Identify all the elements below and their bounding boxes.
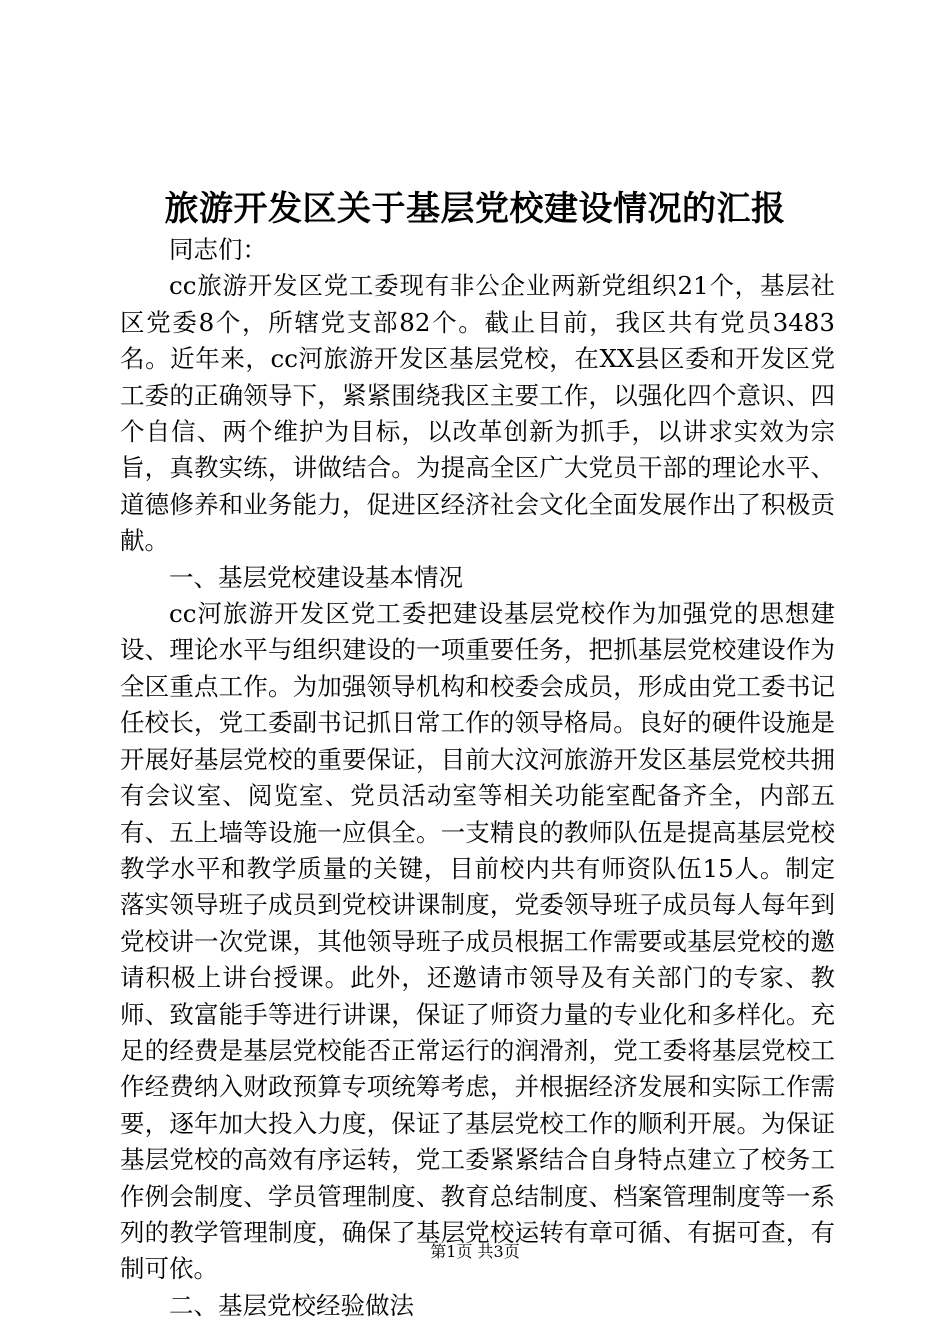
page-number-footer: 第1页 共3页 xyxy=(430,1242,520,1261)
section-heading-1: 一、基层党校建设基本情况 xyxy=(169,562,463,592)
section-heading-2: 二、基层党校经验做法 xyxy=(169,1290,414,1320)
intro-paragraph: cc旅游开发区党工委现有非公企业两新党组织21个，基层社区党委8个，所辖党支部82个。截止目前，我区共有党员3483名。近年来，cc河旅游开发区基层党校，在XX县区委和开发区党工委的正确领导下，紧紧围绕我区主要工作，以强化四个意识、四个自信、两个维护为目标，以改革创新为抓手，以讲求实效为宗旨，真教实练，讲做结合。为提高全区广大党员干部的理论水平、道德修养和业务能力，促进区经济社会文化全面发展作出了积极贡献。 xyxy=(120,271,835,556)
document-title: 旅游开发区关于基层党校建设情况的汇报 xyxy=(164,189,786,229)
document-body xyxy=(120,232,835,1324)
section-1-paragraph: cc河旅游开发区党工委把建设基层党校作为加强党的思想建设、理论水平与组织建设的一项重要任务，把抓基层党校建设作为全区重点工作。为加强领导机构和校委会成员，形成由党工委书记任校长，党工委副书记抓日常工作的领导格局。良好的硬件设施是开展好基层党校的重要保证，目前大汶河旅游开发区基层党校共拥有会议室、阅览室、党员活动室等相关功能室配备齐全，内部五有、五上墙等设施一应俱全。一支精良的教师队伍是提高基层党校教学水平和教学质量的关键，目前校内共有师资队伍15人。制定落实领导班子成员到党校讲课制度，党委领导班子成员每人每年到党校讲一次党课，其他领导班子成员根据工作需要或基层党校的邀请积极上讲台授课。此外，还邀请市领导及有关部门的专家、教师、致富能手等进行讲课，保证了师资力量的专业化和多样化。充足的经费是基层党校能否正常运行的润滑剂，党工委将基层党校工作经费纳入财政预算专项统筹考虑，并根据经济发展和实际工作需要，逐年加大投入力度，保证了基层党校工作的顺利开展。为保证基层党校的高效有序运转，党工委紧紧结合自身特点建立了校务工作例会制度、学员管理制度、教育总结制度、档案管理制度等一系列的教学管理制度，确保了基层党校运转有章可循、有据可查，有制可依。 xyxy=(120,599,835,1284)
salutation-paragraph: 同志们： xyxy=(169,235,267,264)
